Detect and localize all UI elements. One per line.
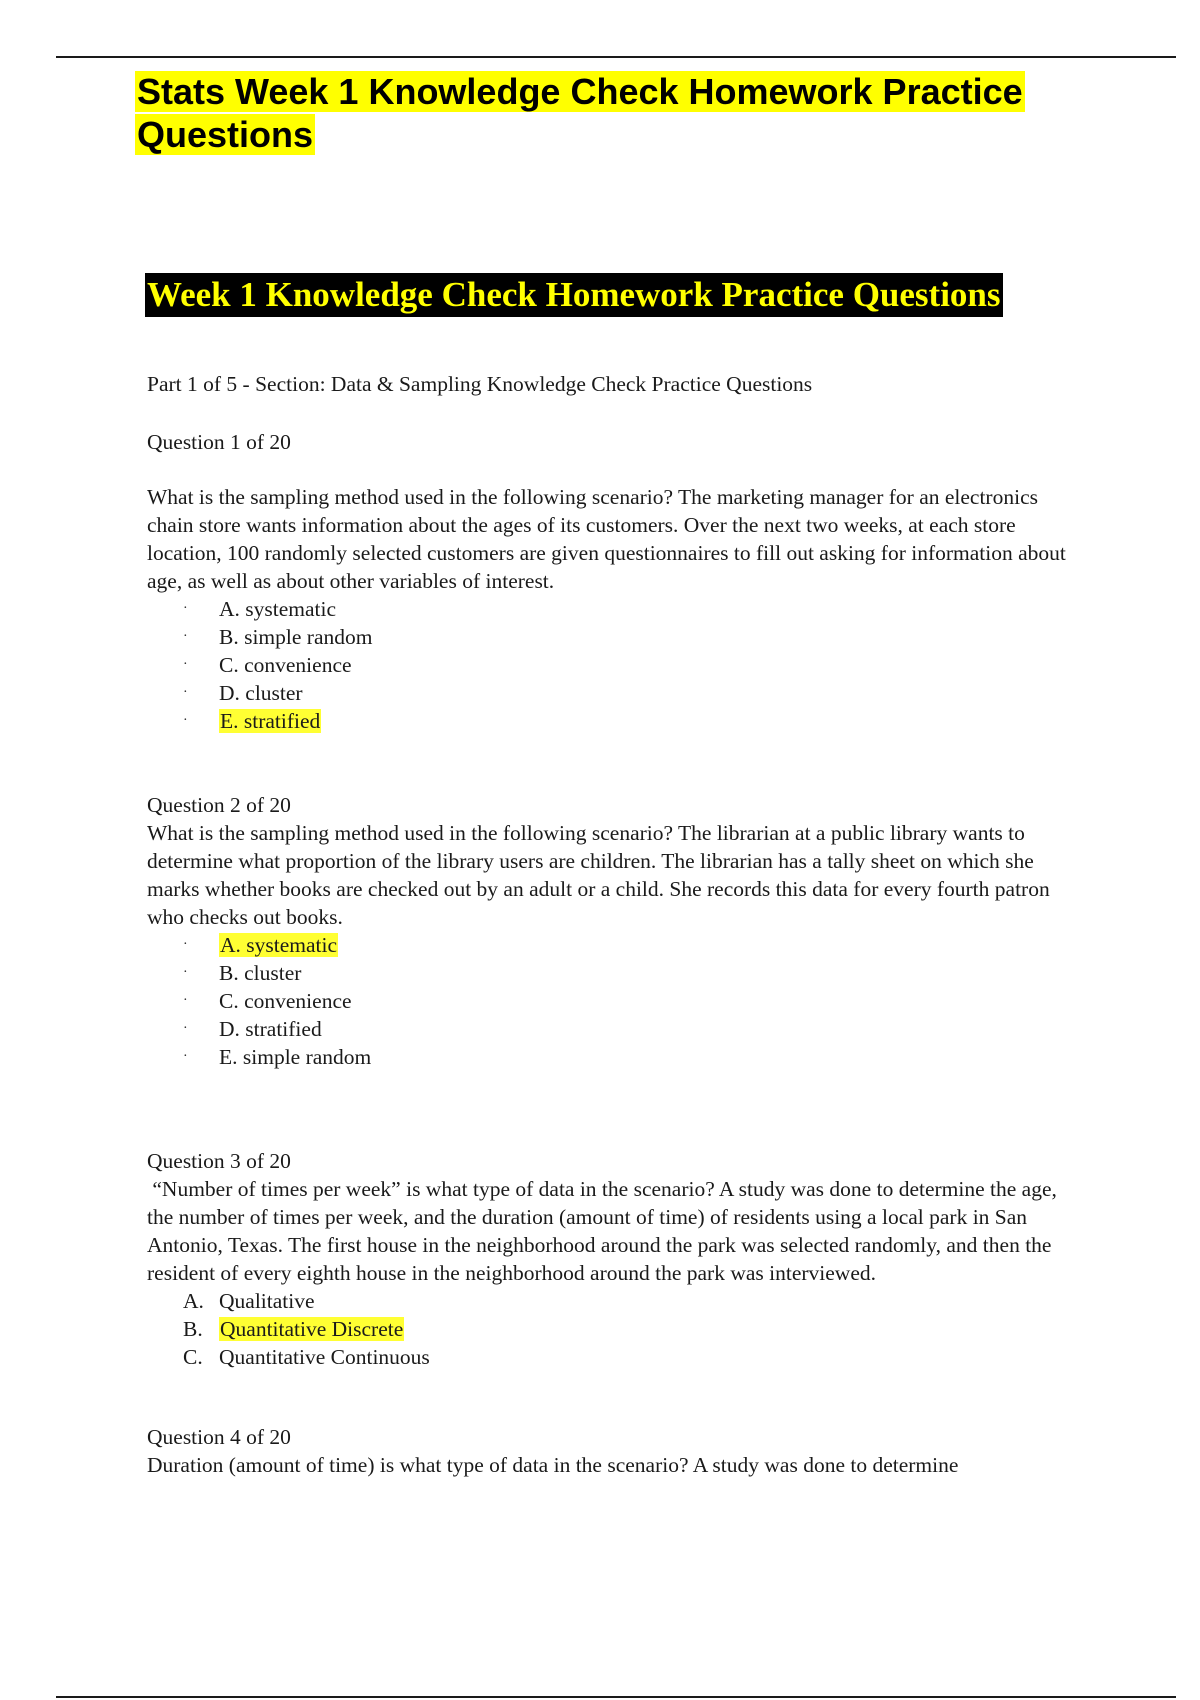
bullet-icon: ·: [183, 685, 188, 700]
bullet-icon: ·: [183, 965, 188, 980]
option-item-answer: [147, 931, 1082, 959]
option-item: [147, 1043, 1082, 1071]
question-heading: Question 4 of 20: [147, 1425, 291, 1449]
option-letter: B.: [183, 1317, 203, 1341]
bullet-icon: ·: [183, 629, 188, 644]
option-label: C. convenience: [219, 653, 352, 677]
question-text: “Number of times per week” is what type of data in the scenario? A study was done to determine the age, the number of times per week, and the duration (amount of time) of residents using a local park in San Antonio, Texas. The first house in the neighborhood around the park was selected randomly, and then the resident of every eighth house in the neighborhood around the park was interviewed.: [147, 1177, 1063, 1285]
document-title: [135, 70, 1055, 156]
option-item-answer: [147, 707, 1082, 735]
option-item: [147, 987, 1082, 1015]
option-item: [147, 679, 1082, 707]
option-item: [147, 1287, 1082, 1315]
bullet-icon: ·: [183, 601, 188, 616]
option-label: B. simple random: [219, 625, 373, 649]
option-label: A. systematic: [219, 597, 337, 621]
option-letter: A.: [183, 1289, 204, 1313]
question-text: Duration (amount of time) is what type of data in the scenario? A study was done to determine: [147, 1453, 959, 1477]
answer-options: [147, 1287, 1082, 1371]
bullet-icon: ·: [183, 937, 188, 952]
option-item: [147, 623, 1082, 651]
option-letter: C.: [183, 1345, 203, 1369]
option-item: [147, 651, 1082, 679]
option-label: C. convenience: [219, 989, 352, 1013]
question-heading: Question 1 of 20: [147, 430, 291, 454]
highlighted-answer: E. stratified: [220, 709, 321, 733]
option-item-answer: [147, 1315, 1082, 1343]
question-heading: Question 2 of 20: [147, 793, 291, 817]
option-item: [147, 1343, 1082, 1371]
highlighted-answer: A. systematic: [220, 933, 338, 957]
option-item: [147, 1015, 1082, 1043]
option-label: B. cluster: [219, 961, 302, 985]
option-label: Qualitative: [219, 1289, 315, 1313]
section-heading: Part 1 of 5 - Section: Data & Sampling Knowledge Check Practice Questions: [147, 372, 813, 396]
option-label: D. stratified: [219, 1017, 322, 1041]
question-text: What is the sampling method used in the following scenario? The marketing manager for an electronics chain store wants information about the ages of its customers. Over the next two weeks, at each store location, 100 randomly selected customers are given questionnaires to fill out asking for information about age, as well as about other variables of interest.: [147, 485, 1066, 593]
bullet-icon: ·: [183, 713, 188, 728]
question-text: What is the sampling method used in the following scenario? The librarian at a public library wants to determine what proportion of the library users are children. The librarian has a tally sheet on which she marks whether books are checked out by an adult or a child. She records this data for every fourth patron who checks out books.: [147, 821, 1050, 929]
answer-options: [147, 595, 1082, 735]
option-label: E. simple random: [219, 1045, 372, 1069]
option-label: D. cluster: [219, 681, 303, 705]
option-item: [147, 959, 1082, 987]
document-title-text: Stats Week 1 Knowledge Check Homework Practice Questions: [137, 71, 1023, 155]
bullet-icon: ·: [183, 657, 188, 672]
option-label: Quantitative Continuous: [219, 1345, 430, 1369]
document-body: [147, 370, 1082, 1479]
bullet-icon: ·: [183, 993, 188, 1008]
question-4: [147, 1423, 1082, 1479]
section-banner: Week 1 Knowledge Check Homework Practice Questions: [145, 273, 1003, 317]
answer-options: [147, 931, 1082, 1071]
question-1: [147, 428, 1082, 735]
top-rule: [56, 56, 1176, 58]
question-heading: Question 3 of 20: [147, 1149, 291, 1173]
question-3: [147, 1147, 1082, 1371]
bullet-icon: ·: [183, 1049, 188, 1064]
bullet-icon: ·: [183, 1021, 188, 1036]
option-item: [147, 595, 1082, 623]
highlighted-answer: Quantitative Discrete: [220, 1317, 404, 1341]
bottom-rule: [56, 1696, 1176, 1698]
question-2: [147, 791, 1082, 1071]
